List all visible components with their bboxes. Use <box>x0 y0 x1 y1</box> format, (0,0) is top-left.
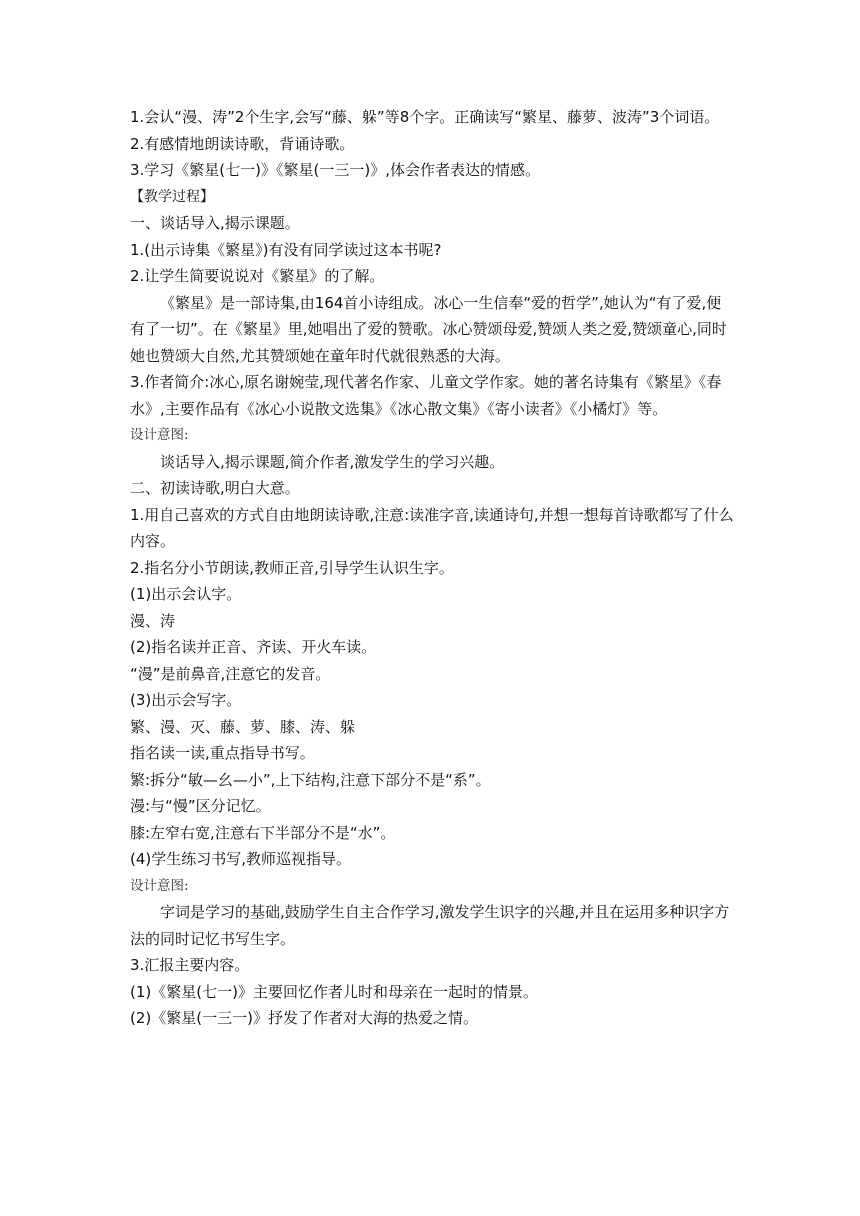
char-note-man: 漫:与“慢”区分记忆。 <box>130 797 271 815</box>
part-one-heading: 一、谈话导入,揭示课题。 <box>130 214 300 232</box>
pronunciation-note: “漫”是前鼻音,注意它的发音。 <box>130 664 331 683</box>
substep-recognize-chars: (1)出示会认字。 <box>130 585 242 603</box>
design-intent-label-1: 设计意图: <box>130 427 189 443</box>
design-intent-text-2: 字词是学习的基础,鼓励学生自主合作学习,激发学生识字的兴趣,并且在运用多种识字方法的同时记忆书写生字。 <box>130 903 730 948</box>
objective-2: 2.有感情地朗读诗歌，背诵诗歌。 <box>130 134 355 153</box>
design-intent-text-1: 谈话导入,揭示课题,简介作者,激发学生的学习兴趣。 <box>160 452 505 471</box>
step-1-2: 2.让学生简要说说对《繁星》的了解。 <box>130 267 385 285</box>
part-two-heading: 二、初读诗歌,明白大意。 <box>130 479 300 497</box>
substep-read-correct: (2)指名读并正音、齐读、开火车读。 <box>130 638 377 656</box>
step-2-3: 3.汇报主要内容。 <box>130 956 250 974</box>
design-intent-label-2: 设计意图: <box>130 877 189 894</box>
objective-1: 1.会认“漫、涛”2个生字,会写“藤、躲”等8个字。正确读写“繁星、藤萝、波涛”3个词语。 <box>130 108 720 126</box>
step-2-2: 2.指名分小节朗读,教师正音,引导学生认识生字。 <box>130 558 454 577</box>
objective-3: 3.学习《繁星(七一)》《繁星(一三一)》,体会作者表达的情感。 <box>130 161 540 179</box>
step-1-1: 1.(出示诗集《繁星》)有没有同学读过这本书呢? <box>130 240 442 259</box>
writing-guidance: 指名读一读,重点指导书写。 <box>130 744 315 762</box>
char-note-fan: 繁:拆分“敏—幺—小”,上下结构,注意下部分不是“系”。 <box>130 770 491 789</box>
section-heading-teaching-process: 【教学过程】 <box>130 188 214 205</box>
recognize-chars-list: 漫、涛 <box>130 611 176 630</box>
substep-write-chars: (3)出示会写字。 <box>130 691 242 709</box>
summary-poem-71: (1)《繁星(七一)》主要回忆作者儿时和母亲在一起时的情景。 <box>130 982 538 1001</box>
summary-poem-131: (2)《繁星(一三一)》抒发了作者对大海的热爱之情。 <box>130 1009 478 1027</box>
fanxing-intro-paragraph: 《繁星》是一部诗集,由164首小诗组成。冰心一生信奉“爱的哲学”,她认为“有了爱,便有了一切”。在《繁星》里,她唱出了爱的赞歌。冰心赞颂母爱,赞颂人类之爱,赞颂童心,同时她也赞颂大自然,尤其赞颂她在童年时代就很熟悉的大海。 <box>130 293 727 365</box>
char-note-xi: 膝:左窄右宽,注意右下半部分不是“水”。 <box>130 823 396 842</box>
write-chars-list: 繁、漫、灭、藤、萝、膝、涛、躲 <box>130 717 356 736</box>
step-2-1: 1.用自己喜欢的方式自由地朗读诗歌,注意:读准字音,读通诗句,并想一想每首诗歌都写了什么内容。 <box>130 505 734 550</box>
substep-practice: (4)学生练习书写,教师巡视指导。 <box>130 850 352 868</box>
author-intro-paragraph: 3.作者简介:冰心,原名谢婉莹,现代著名作家、儿童文学作家。她的著名诗集有《繁星》《春水》,主要作品有《冰心小说散文选集》《冰心散文集》《寄小读者》《小橘灯》等。 <box>130 373 722 418</box>
document-body <box>130 104 734 1032</box>
